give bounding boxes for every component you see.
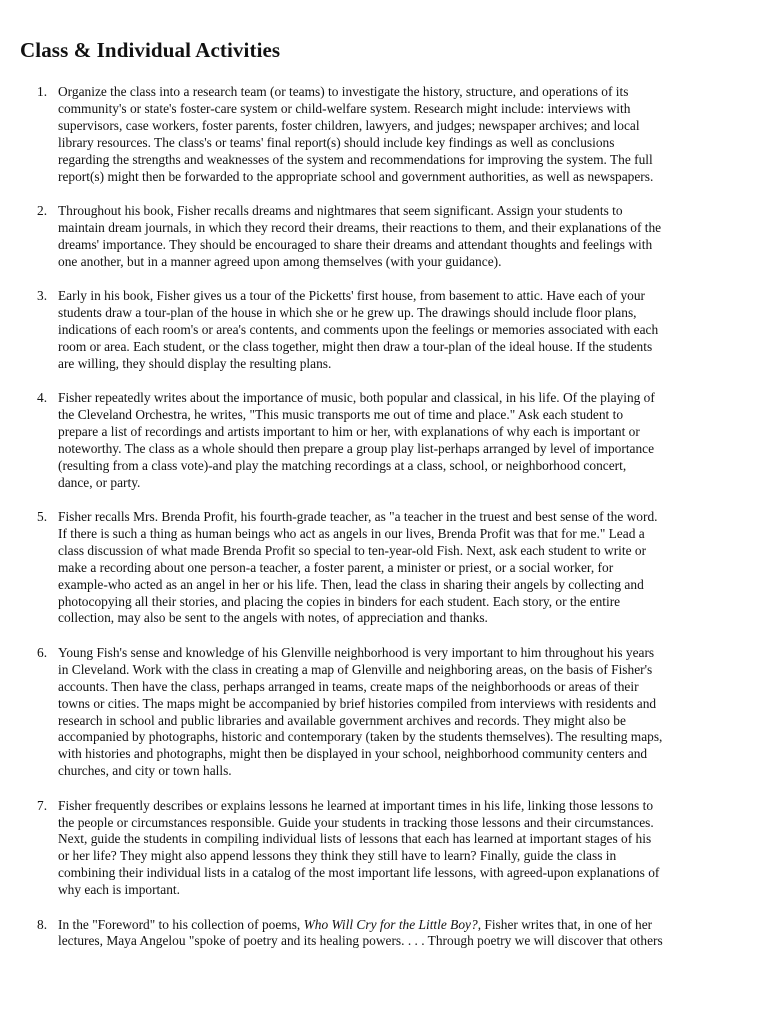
paragraph-line: Young Fish's sense and knowledge of his Glenville neighborhood is very important to him throughout his years	[58, 644, 655, 660]
activity-paragraph	[58, 645, 743, 780]
paragraph-line: Next, guide the students in compiling individual lists of lessons that each has learned at important stages of his	[58, 831, 652, 847]
paragraph-line: Fisher repeatedly writes about the importance of music, both popular and classical, in his life. Of the playing of	[58, 390, 655, 406]
activity-paragraph	[58, 84, 743, 185]
activity-item-6	[0, 645, 768, 780]
paragraph-line: Throughout his book, Fisher recalls dreams and nightmares that seem significant. Assign your students to	[58, 202, 623, 218]
paragraph-line: or her life? They might also append lessons they think they still have to learn? Finally, guide the class in	[58, 848, 617, 864]
paragraph-line	[58, 917, 743, 934]
paragraph-line: room or area. Each student, or the class together, might then draw a tour-plan of the ideal house. If the students	[58, 338, 653, 354]
activity-paragraph	[58, 917, 743, 951]
paragraph-line: dance, or party.	[58, 474, 141, 490]
paragraph-line: If there is such a thing as human beings who act as angels in our lives, Brenda Profit was that for me." Lead a	[58, 525, 645, 541]
paragraph-line: library resources. The class's or teams' final report(s) should include key findings as well as conclusions	[58, 134, 615, 150]
paragraph-line: report(s) might then be forwarded to the appropriate school and government authorities, as well as newspapers.	[58, 168, 654, 184]
paragraph-line: regarding the strengths and weaknesses of the system and recommendations for improving the system. The full	[58, 151, 653, 167]
list-item-number: 4.	[37, 390, 48, 406]
paragraph-line: (resulting from a class vote)-and play the matching recordings at a class, school, or neighborhood concert,	[58, 457, 627, 473]
page-title: Class & Individual Activities	[20, 38, 281, 62]
paragraph-line: maintain dream journals, in which they record their dreams, their reactions to them, and their explanations of the	[58, 219, 662, 235]
paragraph-line: towns or cities. The maps might be accompanied by brief histories compiled from interviews with residents and	[58, 695, 657, 711]
list-item-number: 5.	[37, 509, 48, 525]
activity-list	[0, 84, 768, 968]
paragraph-line: prepare a list of recordings and artists important to him or her, with explanations of why each is important or	[58, 423, 640, 439]
paragraph-line: the people or circumstances responsible. Guide your students in tracking those lessons and their circumstances.	[58, 814, 654, 830]
paragraph-line: supervisors, case workers, foster parents, foster children, lawyers, and judges; newspaper archives; and local	[58, 117, 640, 133]
paragraph-line: collection, may also be sent to the angels with notes, of appreciation and thanks.	[58, 610, 488, 626]
paragraph-line: indications of each room's or area's contents, and comments upon the feelings or memories associated with each	[58, 321, 659, 337]
paragraph-line: are willing, they should display the resulting plans.	[58, 355, 332, 371]
paragraph-line: Early in his book, Fisher gives us a tour of the Picketts' first house, from basement to attic. Have each of your	[58, 288, 646, 304]
paragraph-line: Fisher frequently describes or explains lessons he learned at important times in his life, linking those lessons to	[58, 797, 654, 813]
list-item-number: 6.	[37, 644, 48, 660]
paragraph-line: research in school and public libraries and available government archives and records. They might also be	[58, 712, 626, 728]
paragraph-line: Organize the class into a research team (or teams) to investigate the history, structure, and operations of its	[58, 84, 629, 99]
book-title: Who Will Cry for the Little Boy?	[303, 916, 478, 932]
activity-paragraph	[58, 509, 743, 627]
text-run: , Fisher writes that, in one of her	[477, 916, 653, 932]
paragraph-line: why each is important.	[58, 882, 180, 898]
text-run: In the "Foreword" to his collection of poems,	[58, 916, 304, 932]
activity-paragraph	[58, 390, 743, 491]
paragraph-line: lectures, Maya Angelou "spoke of poetry and its healing powers. . . . Through poetry we will discover that others	[58, 933, 663, 949]
paragraph-line: with histories and photographs, might then be displayed in your school, neighborhood community centers and	[58, 746, 648, 762]
paragraph-line: accompanied by photographs, historic and contemporary (taken by the students themselves). The resulting maps,	[58, 729, 663, 745]
activity-paragraph	[58, 203, 743, 271]
paragraph-line: combining their individual lists in a catalog of the most important life lessons, with agreed-upon explanations of	[58, 865, 660, 881]
paragraph-line: photocopying all their stories, and placing the copies in binders for each student. Each story, or the entire	[58, 593, 621, 609]
paragraph-line: dreams' importance. They should be encouraged to share their dreams and attendant thoughts and feelings with	[58, 236, 653, 252]
list-item-number: 3.	[37, 288, 48, 304]
activity-item-1	[0, 84, 768, 185]
activity-paragraph	[58, 288, 743, 373]
paragraph-line: accounts. Then have the class, perhaps arranged in teams, create maps of the neighborhoods or areas of their	[58, 678, 639, 694]
activity-item-4	[0, 390, 768, 491]
paragraph-line: noteworthy. The class as a whole should then prepare a group play list-perhaps arranged by level of importance	[58, 440, 655, 456]
paragraph-line: community's or state's foster-care system or child-welfare system. Research might include: interviews with	[58, 100, 631, 116]
activity-item-3	[0, 288, 768, 373]
paragraph-line: make a recording about one person-a teacher, a foster parent, a minister or priest, or a social worker, for	[58, 559, 614, 575]
paragraph-line: class discussion of what made Brenda Profit so special to ten-year-old Fish. Next, ask each student to write or	[58, 542, 647, 558]
paragraph-line: in Cleveland. Work with the class in creating a map of Glenville and neighboring areas, on the basis of Fisher's	[58, 661, 653, 677]
activity-paragraph	[58, 798, 743, 899]
list-item-number: 2.	[37, 202, 48, 218]
list-item-number: 7.	[37, 797, 48, 813]
paragraph-line: churches, and city or town halls.	[58, 763, 232, 779]
paragraph-line: example-who acted as an angel in her or his life. Then, lead the class in sharing their angels by collecting and	[58, 576, 644, 592]
list-item-number: 1.	[37, 84, 48, 99]
list-item-number: 8.	[37, 916, 48, 932]
activity-item-8	[0, 917, 768, 951]
paragraph-line: the Cleveland Orchestra, he writes, "This music transports me out of time and place." Ask each student to	[58, 407, 624, 422]
paragraph-line: one another, but in a manner agreed upon among themselves (with your guidance).	[58, 253, 502, 269]
activity-item-2	[0, 203, 768, 271]
activity-item-7	[0, 798, 768, 899]
paragraph-line: students draw a tour-plan of the house in which she or he grew up. The drawings should include floor plans,	[58, 304, 637, 320]
activity-item-5	[0, 509, 768, 627]
paragraph-line: Fisher recalls Mrs. Brenda Profit, his fourth-grade teacher, as "a teacher in the truest and best sense of the word.	[58, 509, 658, 525]
